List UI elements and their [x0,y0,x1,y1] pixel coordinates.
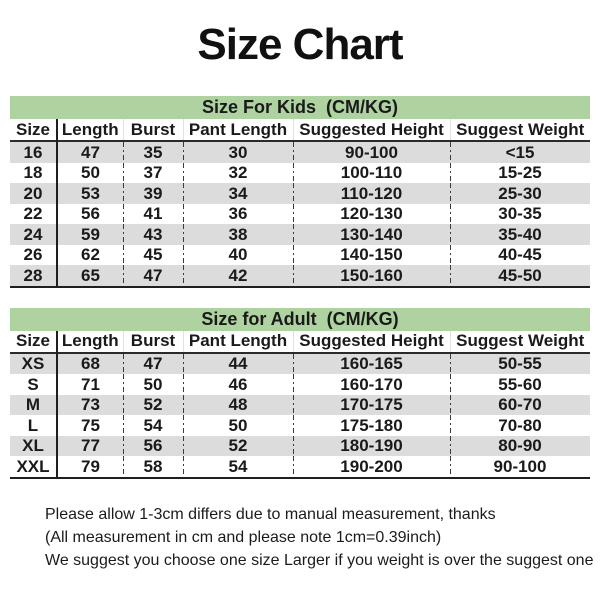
table-cell: 65 [57,265,123,287]
table-cell: 59 [57,224,123,245]
table-cell: 32 [183,163,293,184]
table-cell: 30 [183,141,293,163]
table-row [10,204,590,225]
table-cell: 37 [123,163,183,184]
table-row [10,415,590,436]
column-header: Size [10,119,57,141]
table-cell: 41 [123,204,183,225]
table-row [10,436,590,457]
table-cell: 52 [123,395,183,416]
table-cell: 160-165 [293,353,450,375]
table-cell: 39 [123,183,183,204]
table-cell: 160-170 [293,374,450,395]
table-cell: 190-200 [293,456,450,478]
table-cell: 43 [123,224,183,245]
column-header: Suggest Weight [450,119,590,141]
table-cell: 52 [183,436,293,457]
table-row [10,353,590,375]
table-cell: 40 [183,245,293,266]
table-cell: S [10,374,57,395]
table-cell: 90-100 [493,456,547,476]
table-cell: 71 [57,374,123,395]
table-row [10,245,590,266]
column-header: Suggested Height [293,331,450,353]
table-cell: 42 [183,265,293,287]
header-row [10,331,590,353]
adult-table-caption: Size for Adult (CM/KG) [10,308,590,331]
table-cell: XL [10,436,57,457]
table-cell: M [10,395,57,416]
header-row [10,119,590,141]
table-cell: 77 [57,436,123,457]
column-header: Length [57,119,123,141]
footnote-unit-conversion: (All measurement in cm and please note 1cm=0.39inch) [45,528,442,546]
table-cell: 58 [123,456,183,478]
table-cell: 79 [57,456,123,478]
table-cell: 45 [123,245,183,266]
kids-size-table [10,119,590,288]
table-cell: 35-40 [498,224,542,244]
table-cell: 30-35 [498,204,542,224]
table-cell: 48 [183,395,293,416]
table-cell: 26 [10,245,57,266]
adult-size-table [10,331,590,479]
table-cell: 53 [57,183,123,204]
table-cell: L [10,415,57,436]
column-header: Burst [123,119,183,141]
table-cell: 46 [183,374,293,395]
table-cell: 175-180 [293,415,450,436]
table-cell: 44 [183,353,293,375]
table-cell: 47 [57,141,123,163]
table-cell: 36 [183,204,293,225]
table-cell: XS [10,353,57,375]
table-cell: 20 [10,183,57,204]
table-cell: 90-100 [293,141,450,163]
table-cell: 54 [123,415,183,436]
table-cell: 180-190 [293,436,450,457]
column-header: Suggest Weight [450,331,590,353]
table-cell: 130-140 [293,224,450,245]
table-cell: 150-160 [293,265,450,287]
footnote-size-advice: We suggest you choose one size Larger if you weight is over the suggest one [45,551,594,569]
table-cell: 16 [10,141,57,163]
table-row [10,141,590,163]
table-cell: 35 [123,141,183,163]
adult-size-section [10,308,590,479]
table-cell: 55-60 [498,374,542,394]
table-row [10,456,590,478]
table-row [10,183,590,204]
table-cell: <15 [505,142,535,162]
table-cell: 56 [57,204,123,225]
table-cell: 15-25 [498,163,542,183]
table-cell: 22 [10,204,57,225]
footnotes [45,503,600,572]
table-cell: 28 [10,265,57,287]
column-header: Size [10,331,57,353]
footnote-measurement-tolerance: Please allow 1-3cm differs due to manual measurement, thanks [45,505,496,523]
table-cell: 62 [57,245,123,266]
column-header: Pant Length [183,331,293,353]
table-row [10,395,590,416]
table-cell: 40-45 [498,245,542,265]
table-cell: 50 [57,163,123,184]
table-cell: 45-50 [498,265,542,285]
table-cell: 75 [57,415,123,436]
table-cell: 24 [10,224,57,245]
table-cell: 50-55 [498,354,542,374]
table-cell: 73 [57,395,123,416]
table-cell: 47 [123,353,183,375]
table-cell: 80-90 [498,436,542,456]
table-cell: 25-30 [498,183,542,203]
table-cell: 18 [10,163,57,184]
table-cell: 50 [183,415,293,436]
kids-size-section [10,96,590,288]
table-row [10,265,590,287]
table-cell: 68 [57,353,123,375]
table-cell: 50 [123,374,183,395]
table-cell: 56 [123,436,183,457]
kids-table-caption: Size For Kids (CM/KG) [10,96,590,119]
table-cell: 70-80 [498,415,542,435]
column-header: Length [57,331,123,353]
table-cell: 140-150 [293,245,450,266]
table-cell: 38 [183,224,293,245]
table-cell: 110-120 [293,183,450,204]
table-cell: 47 [123,265,183,287]
table-cell: 60-70 [498,395,542,415]
table-row [10,374,590,395]
page-title: Size Chart [197,20,403,69]
column-header: Pant Length [183,119,293,141]
table-cell: 100-110 [293,163,450,184]
table-cell: 120-130 [293,204,450,225]
table-cell: XXL [10,456,57,478]
table-cell: 170-175 [293,395,450,416]
table-row [10,224,590,245]
column-header: Burst [123,331,183,353]
column-header: Suggested Height [293,119,450,141]
table-cell: 54 [183,456,293,478]
table-row [10,163,590,184]
table-cell: 34 [183,183,293,204]
